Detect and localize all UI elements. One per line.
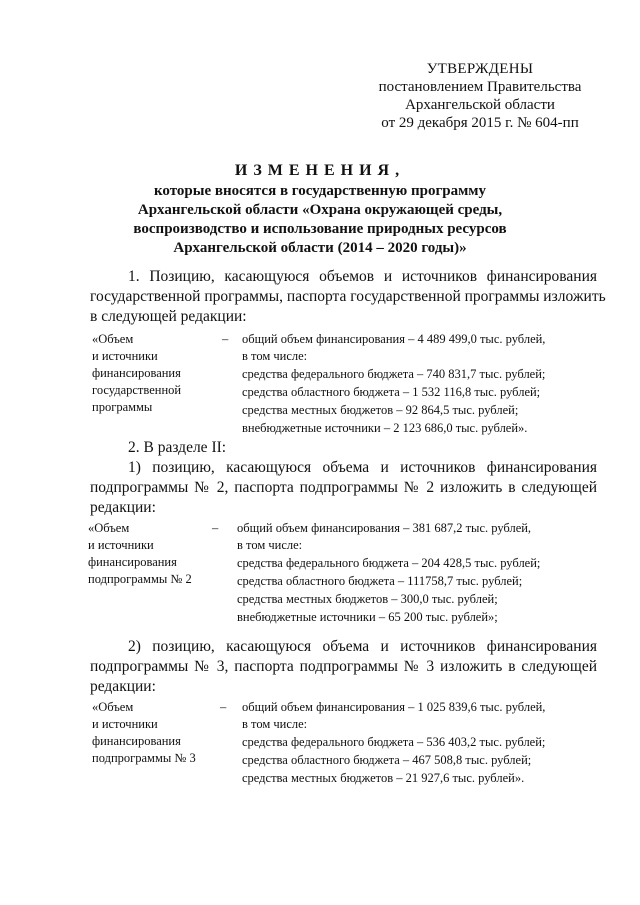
paragraph-line: государственной программы, паспорта государственной программы изложить: [90, 288, 606, 305]
financing-dash: –: [220, 700, 227, 714]
paragraph-line: редакции:: [90, 499, 156, 516]
item2-sub2-paragraph: [90, 637, 597, 697]
financing-value: средства федерального бюджета – 536 403,2 тыс. рублей;: [242, 735, 546, 749]
approval-block: [360, 60, 600, 132]
financing-value: в том числе:: [242, 349, 308, 363]
title-line: Архангельской области «Охрана окружающей среды,: [137, 202, 503, 218]
financing-value: средства федерального бюджета – 204 428,5 тыс. рублей;: [237, 556, 541, 570]
financing-value: средства федерального бюджета – 740 831,7 тыс. рублей;: [242, 367, 546, 381]
financing-label: «Объем и источники финансирования государственной программы: [92, 332, 182, 414]
financing-value: общий объем финансирования – 1 025 839,6 тыс. рублей,: [242, 700, 546, 714]
financing-dash: –: [212, 521, 219, 535]
financing-value: средства местных бюджетов – 300,0 тыс. рублей;: [237, 592, 498, 606]
paragraph-line: 1. Позицию, касающуюся объемов и источников финансирования: [128, 268, 597, 285]
approval-line: от 29 декабря 2015 г. № 604-пп: [381, 115, 579, 131]
financing-value: общий объем финансирования – 381 687,2 тыс. рублей,: [237, 521, 532, 535]
item1-paragraph: [90, 267, 606, 327]
title-line: воспроизводство и использование природных ресурсов: [133, 221, 507, 237]
financing-value: средства областного бюджета – 467 508,8 тыс. рублей;: [242, 753, 532, 767]
financing-label: «Объем и источники финансирования подпрограммы № 3: [92, 700, 196, 765]
paragraph-line: подпрограммы № 2, паспорта подпрограммы № 2 изложить в следующей: [90, 479, 597, 496]
financing-value: средства местных бюджетов – 92 864,5 тыс. рублей;: [242, 403, 519, 417]
paragraph-line: 2) позицию, касающуюся объема и источников финансирования: [128, 638, 597, 655]
document-title: [90, 160, 550, 258]
item2-sub1-financing-block: [88, 520, 568, 624]
title-main: ИЗМЕНЕНИЯ,: [234, 162, 406, 179]
item2-sub1-paragraph: [90, 458, 597, 518]
financing-dash: –: [222, 332, 229, 346]
financing-value: средства местных бюджетов – 21 927,6 тыс. рублей».: [242, 771, 525, 785]
financing-value: внебюджетные источники – 65 200 тыс. рублей»;: [237, 610, 498, 624]
financing-label: «Объем и источники финансирования подпрограммы № 2: [88, 521, 192, 586]
financing-value: внебюджетные источники – 2 123 686,0 тыс. рублей».: [242, 421, 528, 435]
title-line: которые вносятся в государственную программу: [153, 183, 487, 199]
paragraph-line: в следующей редакции:: [90, 308, 247, 325]
financing-value: в том числе:: [242, 717, 308, 731]
paragraph-line: 1) позицию, касающуюся объема и источников финансирования: [128, 459, 597, 476]
financing-value: в том числе:: [237, 538, 303, 552]
financing-value: средства областного бюджета – 111758,7 тыс. рублей;: [237, 574, 523, 588]
approval-line: Архангельской области: [405, 97, 555, 113]
approval-title: УТВЕРЖДЕНЫ: [426, 61, 534, 77]
approval-line: постановлением Правительства: [378, 79, 582, 95]
financing-value: общий объем финансирования – 4 489 499,0 тыс. рублей,: [242, 332, 546, 346]
paragraph-line: подпрограммы № 3, паспорта подпрограммы № 3 изложить в следующей: [90, 658, 597, 675]
title-line: Архангельской области (2014 – 2020 годы)»: [173, 240, 467, 256]
paragraph-line: редакции:: [90, 678, 156, 695]
item1-financing-block: [92, 331, 562, 435]
financing-value: средства областного бюджета – 1 532 116,8 тыс. рублей;: [242, 385, 541, 399]
item2-sub2-financing-block: [92, 699, 572, 789]
item2-heading: 2. В разделе II:: [128, 439, 227, 456]
